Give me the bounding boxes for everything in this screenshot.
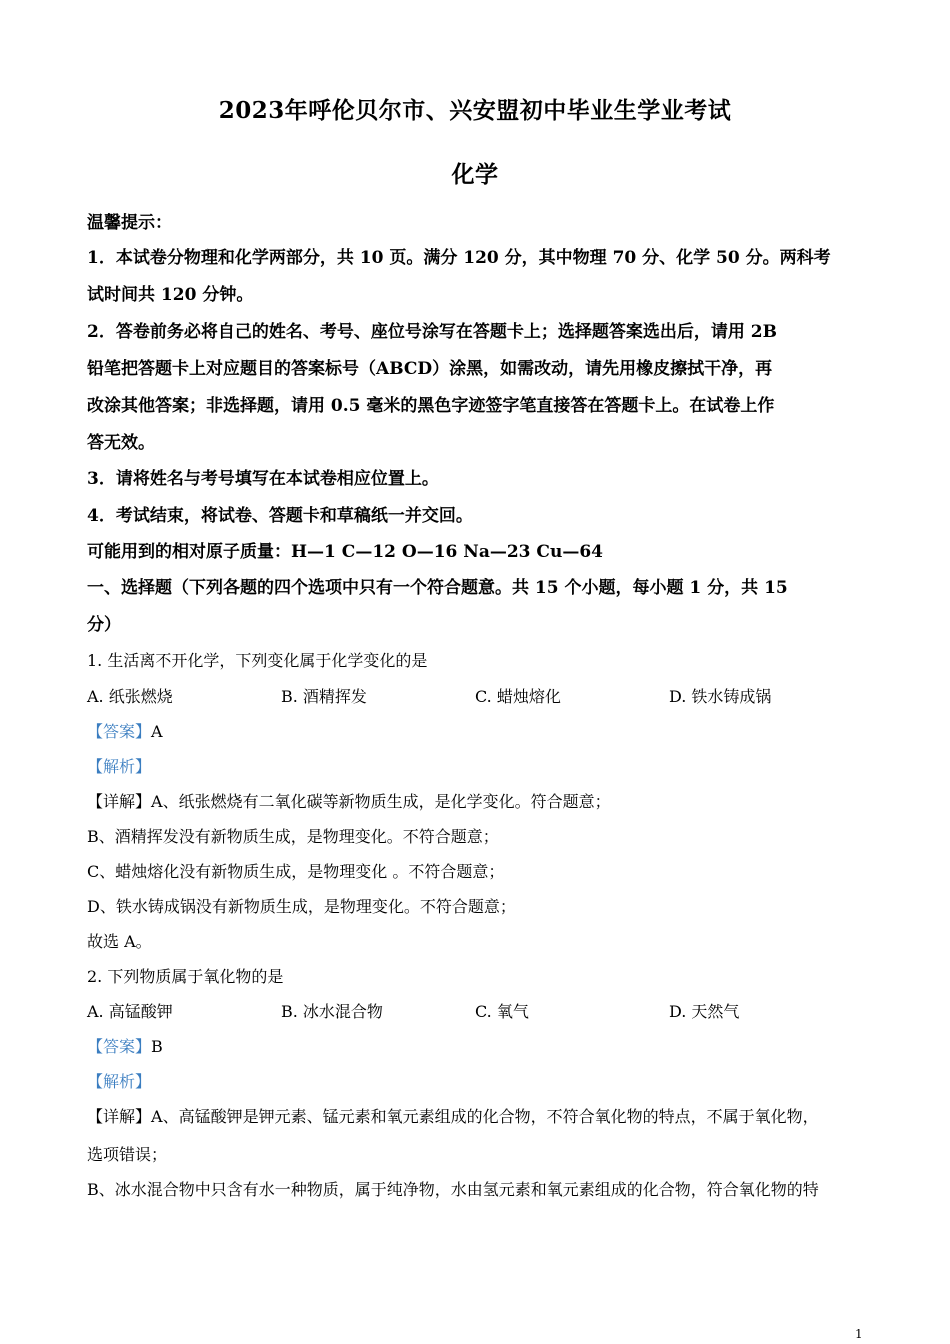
- q2-answer-tag: 【答案】: [87, 1037, 152, 1056]
- section-heading-line-2: 分）: [87, 615, 121, 635]
- tip-3: 3．请将姓名与考号填写在本试卷相应位置上。: [87, 469, 439, 489]
- tips-heading: 温馨提示：: [87, 213, 172, 233]
- q1-answer: [87, 722, 877, 742]
- q1-answer-value: A: [151, 722, 163, 741]
- q2-option-a: A. 高锰酸钾: [87, 1002, 173, 1021]
- q1-option-c: C. 蜡烛熔化: [475, 687, 561, 706]
- q1-detail-1: [87, 792, 877, 812]
- q1-stem: 1. 生活离不开化学，下列变化属于化学变化的是: [87, 651, 428, 670]
- atomic-masses: 可能用到的相对原子质量：H—1 C—12 O—16 Na—23 Cu—64: [87, 542, 603, 562]
- tip-2-line-3: 改涂其他答案；非选择题，请用 0.5 毫米的黑色字迹签字笔直接答在答题卡上。在试卷上作: [87, 396, 775, 416]
- q2-detail-1-text: A、高锰酸钾是钾元素、锰元素和氧元素组成的化合物，不符合氧化物的特点，不属于氧化物，: [151, 1107, 819, 1126]
- q2-detail-tag: 【详解】: [87, 1107, 152, 1126]
- q1-detail-tag: 【详解】: [87, 792, 152, 811]
- q1-detail-3: C、蜡烛熔化没有新物质生成，是物理变化 。不符合题意；: [87, 862, 505, 881]
- q1-detail-1-text: A、纸张燃烧有二氧化碳等新物质生成，是化学变化。符合题意；: [151, 792, 611, 811]
- tip-2-line-1: 2．答卷前务必将自己的姓名、考号、座位号涂写在答题卡上；选择题答案选出后，请用 2B: [87, 322, 777, 342]
- tip-2-line-2: 铅笔把答题卡上对应题目的答案标号（ABCD）涂黑，如需改动，请先用橡皮擦拭干净，再: [87, 359, 773, 379]
- q2-option-b: B. 冰水混合物: [281, 1002, 383, 1021]
- page-number: 1: [855, 1327, 863, 1341]
- q2-answer-value: B: [151, 1037, 163, 1056]
- q1-option-b: B. 酒精挥发: [281, 687, 367, 706]
- tip-1-line-1: 1．本试卷分物理和化学两部分，共 10 页。满分 120 分，其中物理 70 分、化学 50 分。两科考: [87, 248, 831, 268]
- q2-answer: [87, 1037, 877, 1057]
- section-heading-line-1: 一、选择题（下列各题的四个选项中只有一个符合题意。共 15 个小题，每小题 1 分，共 15: [87, 578, 788, 598]
- q2-option-d: D. 天然气: [669, 1002, 740, 1021]
- q2-analysis-tag: 【解析】: [87, 1072, 152, 1091]
- subject-title: 化学: [451, 161, 499, 188]
- q2-stem: 2. 下列物质属于氧化物的是: [87, 967, 284, 986]
- q2-detail-1-line-2: 选项错误；: [87, 1145, 168, 1164]
- q1-detail-2: B、酒精挥发没有新物质生成，是物理变化。不符合题意；: [87, 827, 499, 846]
- exam-title: 2023年呼伦贝尔市、兴安盟初中毕业生学业考试: [218, 97, 732, 124]
- q1-conclusion: 故选 A。: [87, 932, 152, 951]
- q1-answer-tag: 【答案】: [87, 722, 152, 741]
- tip-2-line-4: 答无效。: [87, 433, 155, 453]
- tip-4: 4．考试结束，将试卷、答题卡和草稿纸一并交回。: [87, 506, 473, 526]
- q1-option-d: D. 铁水铸成锅: [669, 687, 772, 706]
- q2-detail-2: B、冰水混合物中只含有水一种物质，属于纯净物，水由氢元素和氧元素组成的化合物，符合氧化物的特: [87, 1180, 819, 1199]
- tip-1-line-2: 试时间共 120 分钟。: [87, 285, 254, 305]
- q1-option-a: A. 纸张燃烧: [87, 687, 173, 706]
- q1-detail-4: D、铁水铸成锅没有新物质生成，是物理变化。不符合题意；: [87, 897, 516, 916]
- q2-option-c: C. 氧气: [475, 1002, 529, 1021]
- q1-analysis-tag: 【解析】: [87, 757, 152, 776]
- q2-detail-1-line-1: [87, 1107, 877, 1127]
